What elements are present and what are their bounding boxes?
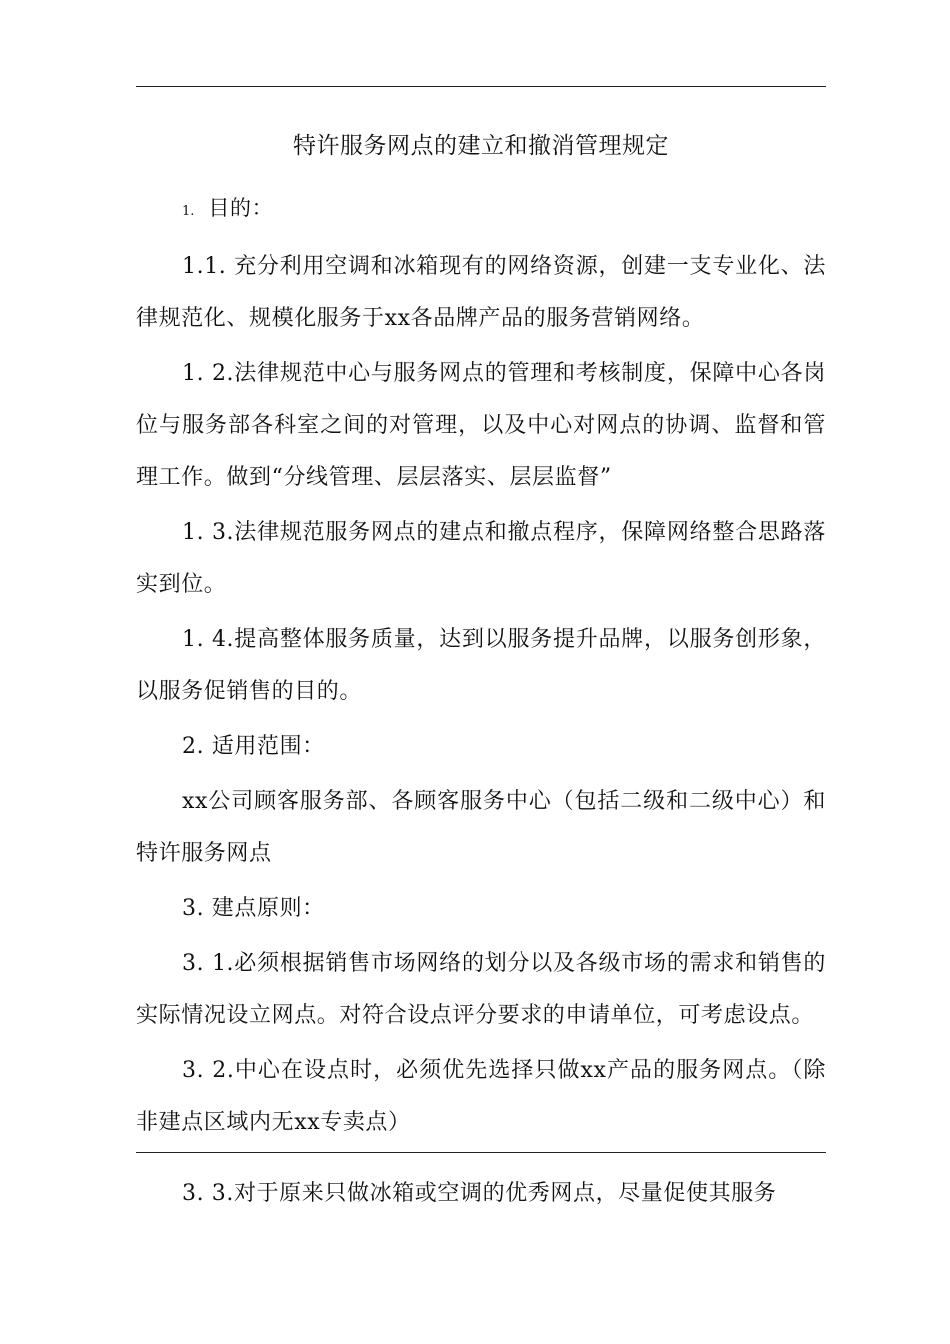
paragraph: xx公司顾客服务部、各顾客服务中心（包括二级和二级中心）和特许服务网点: [136, 789, 826, 866]
next-page-content: [136, 1168, 826, 1223]
header-rule: [136, 86, 826, 87]
page-break-rule: [136, 1152, 826, 1153]
paragraph: 1. 3.法律规范服务网点的建点和撤点程序，保障网络整合思路落实到位。: [136, 520, 826, 597]
paragraph: 3. 2.中心在设点时，必须优先选择只做xx产品的服务网点。（除非建点区域内无xx专卖点）: [136, 1058, 826, 1135]
section-heading-purpose: [136, 182, 826, 238]
section-heading-text: 目的：: [208, 196, 274, 220]
document-body: [136, 182, 826, 1152]
section-number: 1.: [182, 204, 195, 219]
paragraph: 1.1. 充分利用空调和冰箱现有的网络资源，创建一支专业化、法律规范化、规模化服务于xx各品牌产品的服务营销网络。: [136, 254, 826, 331]
section-heading-principles: 3. 建点原则：: [182, 896, 325, 921]
paragraph: 3. 1.必须根据销售市场网络的划分以及各级市场的需求和销售的实际情况设立网点。对符合设点评分要求的申请单位，可考虑设点。: [136, 951, 826, 1028]
section-heading-scope: 2. 适用范围：: [182, 734, 325, 759]
paragraph: 1. 2.法律规范中心与服务网点的管理和考核制度，保障中心各岗位与服务部各科室之间的对管理，以及中心对网点的协调、监督和管理工作。做到“分线管理、层层落实、层层监督”: [136, 361, 826, 490]
paragraph: 1. 4.提高整体服务质量，达到以服务提升品牌，以服务创形象，以服务促销售的目的。: [136, 627, 826, 704]
document-title: 特许服务网点的建立和撤消管理规定: [293, 133, 669, 159]
paragraph: 3. 3.对于原来只做冰箱或空调的优秀网点，尽量促使其服务: [182, 1181, 777, 1206]
